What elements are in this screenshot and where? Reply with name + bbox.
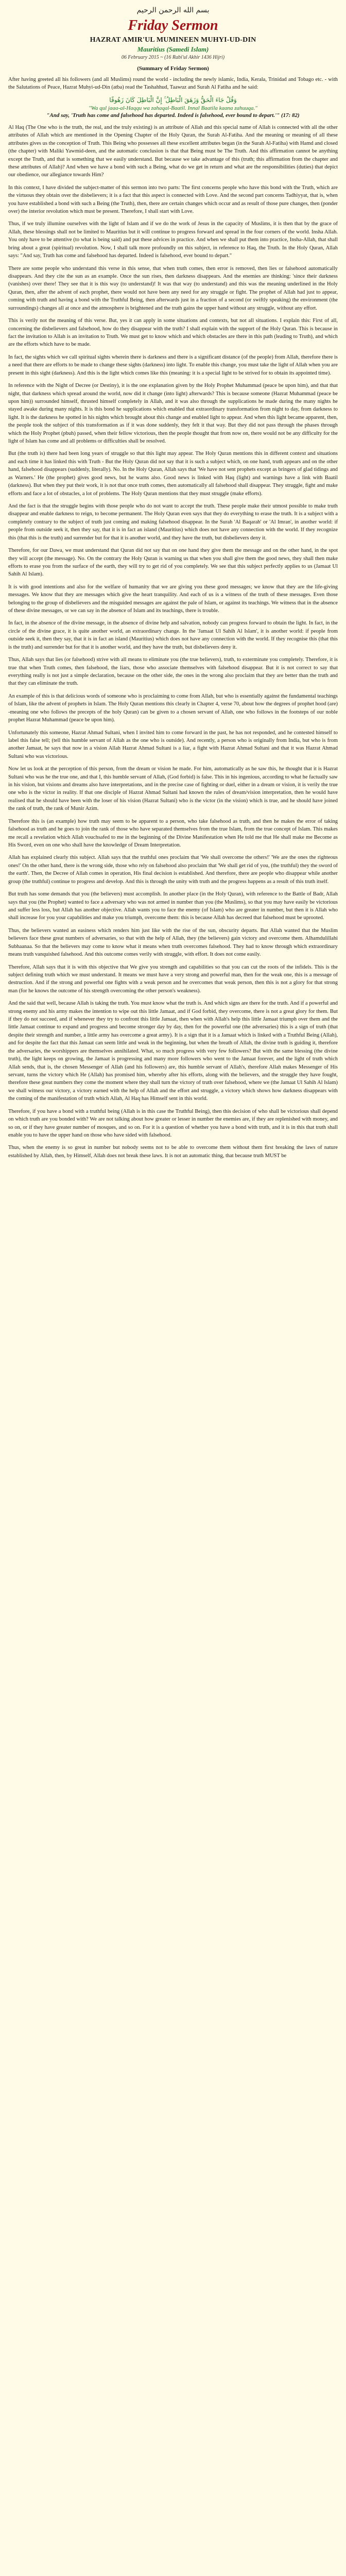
sermon-paragraph: Therefore, if you have a bond with a truthful being (Allah is in this case the Truthful Being), then this decision of who shall be victorious shall depend on which truth are you bonded with? We are not talking about how greater or lesser in number the enemies are, if they are replenished with money, and so on, or if they have greater number of mosques, and so on. For it is a question of whether you have a bond with truth, and it is in this that truth shall enable you to have the upper hand on those who have sided with falsehood. [8, 1108, 338, 1138]
summary-heading: (Summary of Friday Sermon) [137, 65, 209, 72]
sermon-paragraph: Therefore, for our Dawa, we must understand that Quran did not say that on one hand they give them the message and on the other hand, in the spot they will accept (the message). No. On the contrary the Holy Quran is warning us that when you shall give them the good news, they shall then make efforts to erase you from the surface of the earth, they will try to get rid of you completely. We see that this subject perfectly applies to us (Jamaat Ul Sahih Al Islam). [8, 548, 338, 578]
sermon-paragraph: And the said that well, because Allah is taking the truth. You must know what the truth is. And which signs are there for the truth. And if a powerful and strong enemy and his army makes the intention to wipe out this little Jamaat, and if God forbid, they overcome, there is not a great glory for them. But if they do not succeed, and if whenever they try to confront this little Jamaat, then when with Allah's help this little Jamaat triumph over them and the little Jamaat continue to expand and progress and become stronger day by day, then for the powerful one (the adversaries) this is a sign of truth (that despite their strength and number, a little army has overcome a great army). It is a sign that it is a Jamaat which is linked with a Truthful Being (Allah), and for despite the fact that this Jamaat can seem little and weak in the beginning, but when the breath of Allah, the divine truth is guiding it, therefore the adversaries, the worshippers are themselves annihilated. What, so much progress with very few followers? But with the same blessing (the divine truth), the light keeps on growing, the Jamaat is progressing and many more followers who went to the Jamaat forever, and the light of truth which Allah sends, that is, the chosen Messenger of Allah (and his followers) are, this humble servant of Allah's, therefore Allah makes Messenger of His servant, turns the victory which He (Allah) has promised him, whereby after his efforts, along with the believers, and the struggle they have fought, therefore these great numbers they come the moment where they shall turn the victory of truth over falsehood, where we (the Jamaat Ul Sahih Al Islam) we shall witness our victory, a victory earned with the help of Allah and the effort and struggle, a victory which shows how darkness disappears with the coming of the manifestation of truth which Allah, Al Haq has Himself sent in this world. [8, 1001, 338, 1102]
sermon-paragraph: In fact, the sights which we call spiritual sights wherein there is darkness and there is a significant distance (of the people) from Allah, therefore there is a need that there are efforts to be made to change these sights (darkness) into light. To enable this change, you must take the light of Allah when you are present in this sight (darkness). And this is the light which comes like this (meaning: it is a special light to be strived for to obtain its appointed time). [8, 354, 338, 376]
sermon-paragraph: There are some people who understand this verse in this sense, that when truth comes, then error is removed, then lies or falsehood automatically disappears. And they cite the sun as an example. Once the sun rises, then darkness disappears. And the enemies are thinking: 'since their darkness (vanishes) over there! They see that it is this way (to understand)! It was that way (to understand) and this was the meaning underlined in the Holy Quran, then, after the advent of each prophet, there would not have been any need for any struggle or fight. The prophet of Allah had just to appear, coming with truth and having a bond with the Truthful Being, then afterwards just in a fraction of a second (or swiftly speaking) the environment (the surroundings) changes all at once and the atmosphere is brightened and the truth gains the upper hand without any struggle, without any effort. [8, 265, 338, 311]
intro-paragraphs [8, 76, 338, 92]
sermon-paragraph: Thus, the believers wanted an easiness which renders him just like with the rise of the sun, obscurity departs. But Allah wanted that the Muslim believers face these great numbers of adversaries, so that with the help of Allah, they (the believers) gain victory and overcome them. Alhamdulillahi Subhaanaa. So that the believers may come to know what it means when truth overcomes falsehood. They had to know through which extraordinary means truth vanquished falsehood. And this outcome comes verily with struggle, with effort. It does not come easily. [8, 927, 338, 958]
bismillah-heading: بسم الله الرحمن الرحيم [136, 6, 210, 14]
sermon-paragraph: Unfortunately this someone, Hazrat Ahmad Sultani, when I invited him to come forward in the past, he has not responded, and he contested himself to label this false tell; (tell this humble servant of Allah as the one who is outside). And recently, a person who is originally from India, but who is from another Jamaat, he says that now in a vision Allah Hazrat Ahmad Sultani is a liar, a fight with Hazrat Ahmad Sultani and that it was Hazrat Ahmad Sultani who was victorious. [8, 730, 338, 759]
sermon-paragraph: Allah has explained clearly this subject. Allah says that the truthful ones proclaim that 'We shall overcome the others!' 'We are the ones the righteous ones!' On the other hand, there is the wrong side, those who rely on falsehood also proclaim that 'We shall get rid of you, (the truthful) they the sword of the earth'. Then, the Decree of Allah comes in operation, His final decision is established. And therefore, there are people who disappear while another group (the truthful) continue to progress and develop. And this is through the unity with truth and the progress happens as a result of this truth itself. [8, 855, 338, 885]
sermon-date: 06 February 2015 ~ (16 Rabi'ul Akhir 1436 Hijri) [121, 55, 225, 60]
sermon-paragraph: It is with good intentions and also for the welfare of humanity that we are giving you these good messages; we know that they are the life-giving messages. We know that they are messages which give the heart tranquility. And each of us is a witness of the truth of these messages. Even those belonging to the group of disbelievers and the misguided messages are against the pale of Islam, or against its teachings. We witness that in the absence of these divine messages, or we can say in the absence of Islam and its teachings, there is trouble. [8, 584, 338, 614]
sermon-paragraph: But (the truth is) there had been long years of struggle so that this light may appear. The Holy Quran mentions this in different context and situations and each time it has linked this with Truth - But the Holy Quran did not say that it is such a subject which, on one hand, truth appears and on the other hand, falsehood disappears (suddenly, literally). No. In the Holy Quran, Allah says that 'We have not sent prophets except as bringers of glad tidings and as Warners.' He (the prophet) gives good news, but he warns also. Good news is linked with Haq (light) and warnings have a link with Baatil (darkness). But when they put their work, it is not that once truth comes, then automatically all falsehood shall disappear. They struggle, fight and make efforts and face a lot of obstacles, a lot of problems. The Holy Quran mentions that they must struggle (make efforts). [8, 451, 338, 497]
sermon-paragraph: And the fact is that the struggle begins with those people who do not want to accept the truth. These people make their utmost possible to make truth disappear and enable darkness to reign, to become permanent. The Holy Quran even says that they do everything to erase the truth. It is a subject with a completely contrary to the subject of truth just coming and making falsehood disappear. In the Surah 'Al Baqarah' or 'Al Imran', in another world: if people from outside seek it, then they say, that it is in fact an island (Mauritius) which does not have any connection with the world. If they recognize this (that this is the truth) and surrender but for that it is another world, and they have the truth, but disbelievers deny it. [8, 503, 338, 541]
sermon-paragraph: In fact, in the absence of the divine message, in the absence of divine help and salvation, nobody can progress forward to obtain the light. In fact, in the circle of the divine grace, it is quite another world, an extraordinary change. In the 'Jamaat Ul Sahih Al Islam', it is another world: if people from outside seek it, then they say, that it is in fact an island (Mauritius) which does not have any connection with the world. If they recognise this (that this is the truth) and surrender but for that it is another world, and they have the truth, but disbelievers deny it. [8, 620, 338, 650]
sermon-paragraph: An example of this is that delicious words of someone who is proclaiming to come from Allah, but who is essentially against the fundamental teachings of Islam, like the advent of prophets in Islam. The Holy Quran mentions this clearly in Chapter 4, verse 70, about how the degrees of prophet hood (are) -meaning one who follows the precepts of the holy Quran) can be given to a chosen servant of Allah, one who follows in the footsteps of our noble prophet Hazrat Muhammad (peace be upon him). [8, 693, 338, 723]
verse-transliteration: "Wa qul jaaa-al-Haqqu wa zahaqal-Baatil. Innal Baatila kaana zahuuqa." [89, 105, 257, 111]
sermon-location: Mauritius (Samedi Islam) [137, 45, 209, 53]
sermon-paragraph: Now let us look at the perception of this person, from the dream or vision he made. For him, automatically as he saw this, he thought that it is Hazrat Sultani who was he the true one, and that I, this humble servant of Allah, (God forbid) is false. This in his ingenious, according to what he factually saw in his vision, but visions and dreams also have interpretations, and in the precise case of fighting or duel, either in a dream or vision, it is verily the true one who is the victor in reality. If that one disciple of Hazrat Ahmad Sultani had known the rules of dream/vision interpretation, then he would have realised that he should have been with the loser of his vision (Hazrat Sultani) who is the victor (in the vision) which is true, and he should have joined the rank of truth, the rank of Munir Azim. [8, 766, 338, 812]
speaker-name: HAZRAT AMIR'UL MUMINEEN MUHYI-UD-DIN [90, 36, 256, 44]
verse-translation: "And say, 'Truth has come and falsehood has departed. Indeed is falsehood, ever bound to depart.'" (17: 82) [46, 112, 300, 118]
sermon-paragraph: Al Haq (The One who is the truth, the real, and the truly existing) is an attribute of Allah and this special name of Allah is connected with all the other attributes of Allah which are mentioned in the Opening Chapter of the Holy Quran, the Surah Al-Fatiha. And the meaning or meaning of all these attributes gives us the conception of Truth. This Being who possesses all these excellent attributes began (in the Surah Al-Fatiha) with Hamd and closed (the chapter) with Maliki Yawmid-deen, and the automatic conclusion is that that Being must be The Truth. And this affirmation cannot be anything except the Truth, and that is something that we easily understand. But because we take advantage of this (truth; this affirmation from the chapter and these attributes of Allah)? And when we have a bond with such a Being, what do we get in return and what are the responsibilities (duties) that depict our obedience, our allegiance towards Him? [8, 124, 338, 178]
sermon-paragraph: Therefore this is (an example) how truth may seem to be apparent to a person, who take falsehood as truth, and then he makes the error of taking falsehood as truth and he goes to join the rank of those who have separated themselves from the true Islam, from the true concept of Islam. This makes me recall a revelation which Allah vouchsafed to me in the beginning of the Divine Manifestation when He told me that He shall make me Become as His Sword, even on one who shall have the knowledge of Dream Interpretation. [8, 818, 338, 849]
verse-arabic: وَقُلْ جَاءَ الْحَقُّ وَزَهَقَ الْبَاطِلُ ۚ إِنَّ الْبَاطِلَ كَانَ زَهُوقًا [109, 96, 237, 104]
sermon-paragraph: This is verily not the meaning of this verse. But, yes it can apply in some situations and contexts, but not all situations. I explain this: First of all, concerning the disbelievers and falsehood, how do they disappear with the truth? I shall explain with the support of the Holy Quran. This is because in fact the invitation to Allah is an invitation to Truth. We must get to know which and which obstacles are there in this path (leading to Truth), and which are the efforts which have to be made. [8, 318, 338, 348]
sermon-body [8, 76, 338, 1160]
sermon-paragraph: After having greeted all his followers (and all Muslims) round the world - including the newly islamic, India, Kerala, Trinidad and Tobago etc. - with the Salutations of Peace, Hazrat Muhyi-ud-Din (atba) read the Tashahhud, Taawuz and Surah Al Fatiha and he said: [8, 77, 338, 91]
sermon-paragraph: In this context, I have divided the subject-matter of this sermon into two parts: The first concerns people who have this bond with the Truth, which are the virtuous they obtain over the disbelievers; it is a fact that this aspect is connected with Love. And the second part concerns Tadhiyyat, that is, when you have established a bond with such a Being (the Truth), then, there are certain changes which occur and as result of those pure changes, then (ponder over) the interior revolution which must be present. Therefore, I shall start with Love. [8, 184, 338, 215]
sermon-paragraph: But truth has some demands that you (the believers) must accomplish. In another place (in the Holy Quran), with reference to the Battle of Badr, Allah says that you (the Prophet) wanted to face a adversary who was not armed in number than you (the Muslims), so that you may have easily be victorious and suffer less loss, but Allah has another objective. Allah wants you to face the enemy (of Islam) who are greater in number, but then it is Allah who shall increase for you your capabilities and make you triumph, overcome them: this is because Allah has decreed that falsehood must be uprooted. [8, 891, 338, 921]
sermon-paragraphs [8, 124, 338, 1160]
sermon-paragraph: Thus, if we truly illumine ourselves with the light of Islam and if we do the work of Jesus in the capacity of Muslims, it is then that by the grace of Allah, these blessings shall not be limited to Mauritius but it will continue to progress forward and spread in the four corners of the world. Insha Allah. You only have to be attentive (to what is being said) and put these advices in practice. And when we shall put them into practice, Insha-Allah, that shall bring about a great (spiritual) revolution. Now, I shall talk more profoundly on this subject, in reference to Haq, the Truth. In the Holy Quran, Allah says: "And say, Truth has come and falsehood has departed. Indeed is falsehood, ever bound to depart." [8, 221, 338, 259]
sermon-paragraph: In reference with the Night of Decree (or Destiny), it is the one explanation given by the Holy Prophet Muhammad (peace be upon him), and that that night, that darkness which spread around the world, now did it change (into light) afterwards? This is because someone (Hazrat Muhammad (peace be upon him)) surrounded himself, thrusted himself completely in Allah, and it was also through the supplications he made during the many nights he stayed awake during many nights. It is this bond he supplications which enabled that extraordinary transformation from night to day, from darkness to light. It is the darkness he spotted in his nights which brought about this change and enabled light to appear. And when this light became apparent, then, the people took the subject of this transformation as if it was done suddenly, they felt it that way. But they did not pass through the phases through which the Holy Prophet (pbuh) passed, when their fellow victorious, then the people thought that from now on, there would not be any difficulty for the light of Islam has come and all problems or difficulties shall be resolved. [8, 383, 338, 445]
sermon-paragraph: Thus, when the enemy is so great in number but nobody seems not to be able to overcome them without them first breaking the laws of nature established by Allah, then, by Himself, Allah does not break these laws. It is not an automatic thing, that because truth MUST be [8, 1145, 338, 1159]
sermon-paragraph: Thus, Allah says that lies (or falsehood) strive with all means to eliminate you (the true believers), truth, to exterminate you completely. Therefore, it is true that when Truth comes, then falsehood, the liars, those who associate themselves with falsehood disappear. But it is not correct to say that everything really is not just a simple declaration, because on the other side, the ones in the wrong also proclaim that they are better than the truth and that they can eliminate the truth. [8, 657, 338, 687]
page-title: Friday Sermon [128, 18, 218, 33]
sermon-paragraph: Therefore, Allah says that it is with this objective that We give you strength and capabilities so that you can cut the roots of the infidels. This is the subject defining truth which we must understand. It means we must have a very strong and powerful man, then for the weak one, this is a message of destruction. And if the strong and powerful one fights with a weak person and he overcomes that weak person, then this is not a glory for that strong man (for he knows the outcome of his strength overcoming the other person's weakness). [8, 964, 338, 994]
